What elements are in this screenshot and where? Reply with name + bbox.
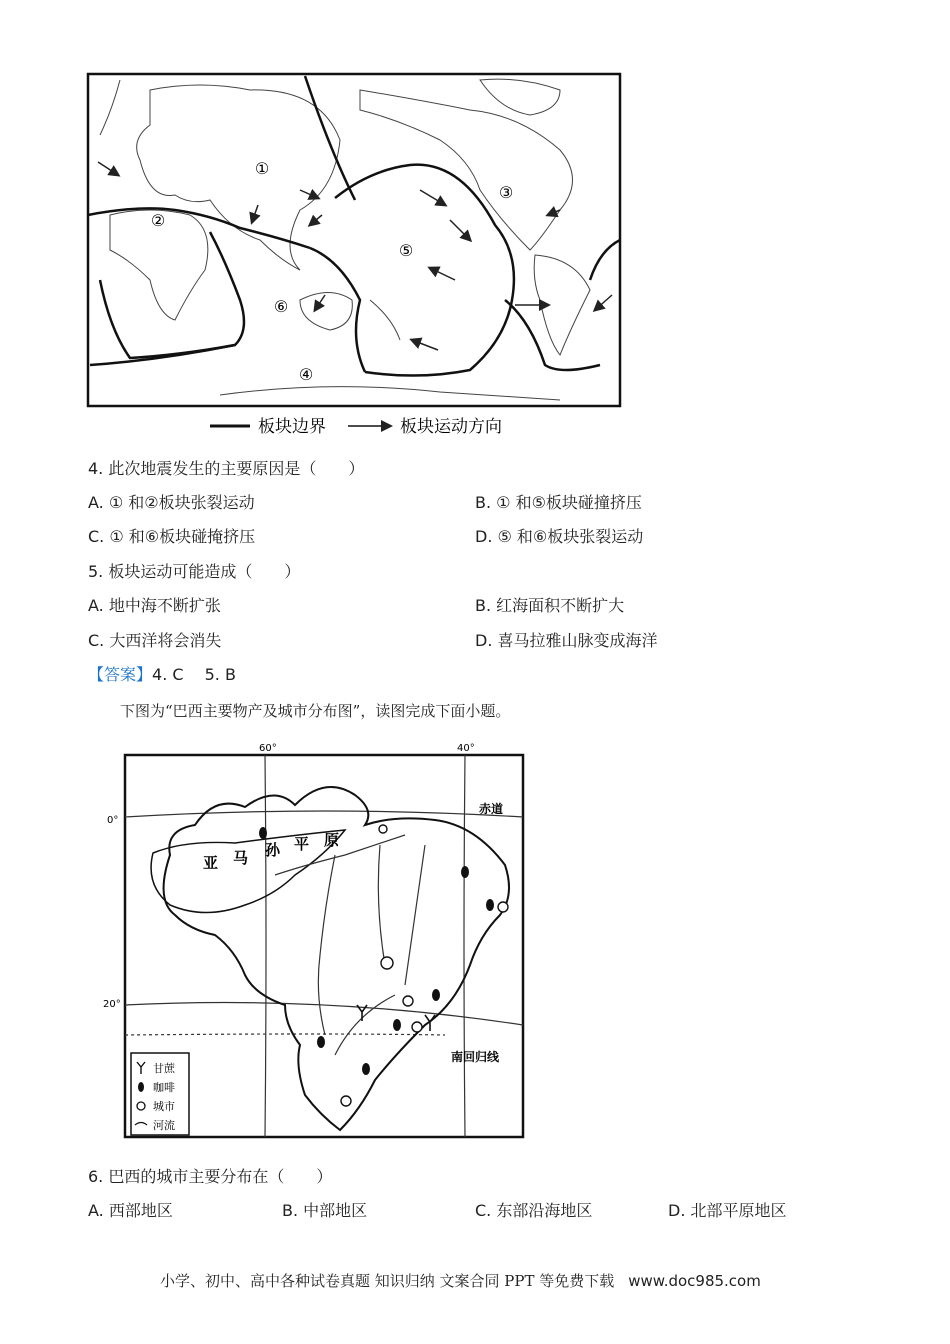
- page-footer: [160, 1270, 761, 1291]
- lat-label-0: 0°: [107, 815, 119, 826]
- q5-option-a: A. 地中海不断扩张: [88, 596, 221, 615]
- answer-text: 4. C 5. B: [152, 665, 236, 684]
- answer-line: [88, 664, 236, 686]
- footer-url[interactable]: www.doc985.com: [628, 1272, 761, 1290]
- legend-sugarcane: 甘蔗: [153, 1062, 175, 1075]
- plate-label-5: ⑤: [398, 241, 414, 260]
- legend-river: 河流: [153, 1119, 175, 1132]
- q5-stem: 5. 板块运动可能造成（ ）: [88, 562, 301, 581]
- q4-option-d: D. ⑤ 和⑥板块张裂运动: [475, 527, 644, 546]
- plain-char-4: 平: [294, 835, 310, 853]
- plate-label-1: ①: [254, 159, 270, 178]
- footer-text: 小学、初中、高中各种试卷真题 知识归纳 文案合同 PPT 等免费下载: [160, 1272, 615, 1290]
- plain-char-1: 亚: [203, 854, 219, 872]
- lat-label-20: 20°: [103, 999, 121, 1010]
- q5-option-b: B. 红海面积不断扩大: [475, 596, 625, 615]
- legend-city: 城市: [153, 1100, 175, 1113]
- tropic-label: 南回归线: [451, 1050, 500, 1064]
- plate-label-4: ④: [298, 365, 314, 384]
- q6-option-c: C. 东部沿海地区: [475, 1201, 593, 1220]
- plate-map-legend: [210, 417, 502, 437]
- city-icon: [137, 1102, 145, 1110]
- q4-option-c: C. ① 和⑥板块碰掩挤压: [88, 527, 256, 546]
- q5-option-d: D. 喜马拉雅山脉变成海洋: [475, 631, 658, 650]
- q4-option-b: B. ① 和⑤板块碰撞挤压: [475, 493, 642, 512]
- plate-label-2: ②: [150, 211, 166, 230]
- q4-stem: 4. 此次地震发生的主要原因是（ ）: [88, 459, 365, 478]
- q6-option-b: B. 中部地区: [282, 1201, 368, 1220]
- plate-label-3: ③: [498, 183, 514, 202]
- q6-option-a: A. 西部地区: [88, 1201, 173, 1220]
- boundary-legend-label: 板块边界: [258, 417, 326, 437]
- q4-option-a: A. ① 和②板块张裂运动: [88, 493, 255, 512]
- direction-legend-label: 板块运动方向: [400, 417, 502, 437]
- q5-option-c: C. 大西洋将会消失: [88, 631, 222, 650]
- q6-stem: 6. 巴西的城市主要分布在（ ）: [88, 1167, 333, 1186]
- equator-label: 赤道: [479, 802, 504, 816]
- brazil-legend: [131, 1053, 189, 1135]
- brazil-intro: 下图为“巴西主要物产及城市分布图”，读图完成下面小题。: [120, 702, 511, 720]
- plain-char-5: 原: [324, 831, 340, 849]
- q6-option-d: D. 北部平原地区: [668, 1201, 787, 1220]
- answer-tag: 【答案】: [88, 665, 153, 684]
- plain-char-3: 孙: [265, 841, 281, 859]
- plate-tectonics-map: [0, 0, 950, 450]
- coffee-icon: [138, 1082, 144, 1092]
- legend-coffee: 咖啡: [153, 1081, 175, 1094]
- plain-char-2: 马: [233, 849, 249, 867]
- plate-label-6: ⑥: [273, 297, 289, 316]
- lon-label-60: 60°: [259, 743, 277, 754]
- brazil-map: [95, 735, 535, 1145]
- lon-label-40: 40°: [457, 743, 475, 754]
